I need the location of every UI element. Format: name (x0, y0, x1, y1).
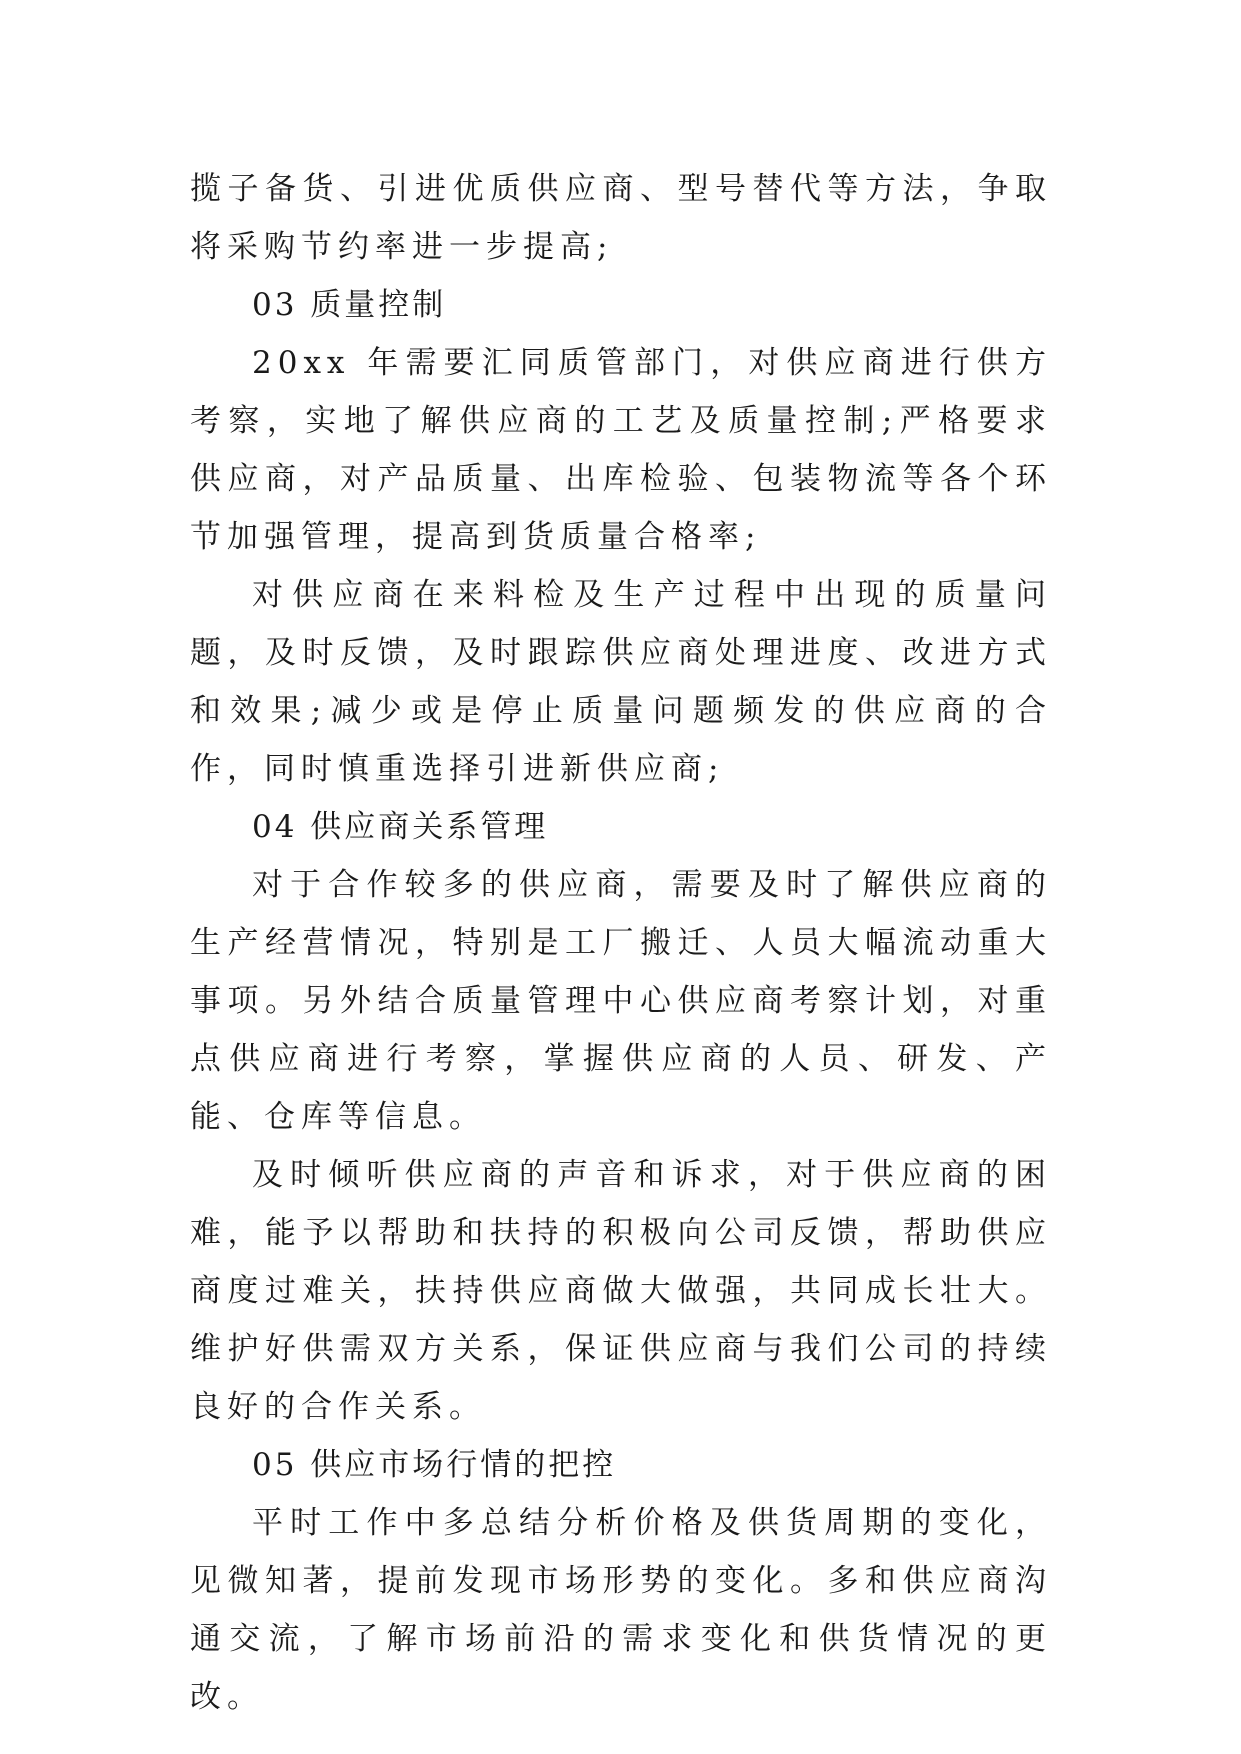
paragraph-supplier-assessment: 对于合作较多的供应商，需要及时了解供应商的生产经营情况，特别是工厂搬迁、人员大幅流动重大事项。另外结合质量管理中心供应商考察计划，对重点供应商进行考察，掌握供应商的人员、研发、产能、仓库等信息。 (190, 867, 1052, 1135)
paragraph-quality-feedback: 对供应商在来料检及生产过程中出现的质量问题，及时反馈，及时跟踪供应商处理进度、改进方式和效果;减少或是停止质量问题频发的供应商的合作，同时慎重选择引进新供应商; (190, 577, 1052, 787)
document-body (190, 160, 1052, 1726)
paragraph-procurement-savings: 揽子备货、引进优质供应商、型号替代等方法，争取将采购节约率进一步提高; (190, 171, 1052, 265)
section-heading-market-control: 05 供应市场行情的把控 (252, 1447, 617, 1483)
section-heading-supplier-relations: 04 供应商关系管理 (252, 809, 549, 845)
paragraph-supplier-support: 及时倾听供应商的声音和诉求，对于供应商的困难，能予以帮助和扶持的积极向公司反馈，帮助供应商度过难关，扶持供应商做大做强，共同成长壮大。维护好供需双方关系，保证供应商与我们公司的持续良好的合作关系。 (190, 1157, 1052, 1425)
paragraph-quality-inspection: 20xx 年需要汇同质管部门，对供应商进行供方考察，实地了解供应商的工艺及质量控制;严格要求供应商，对产品质量、出库检验、包装物流等各个环节加强管理，提高到货质量合格率; (190, 345, 1052, 555)
paragraph-market-analysis: 平时工作中多总结分析价格及供货周期的变化，见微知著，提前发现市场形势的变化。多和供应商沟通交流，了解市场前沿的需求变化和供货情况的更改。 (190, 1505, 1052, 1715)
section-heading-quality-control: 03 质量控制 (252, 287, 447, 323)
